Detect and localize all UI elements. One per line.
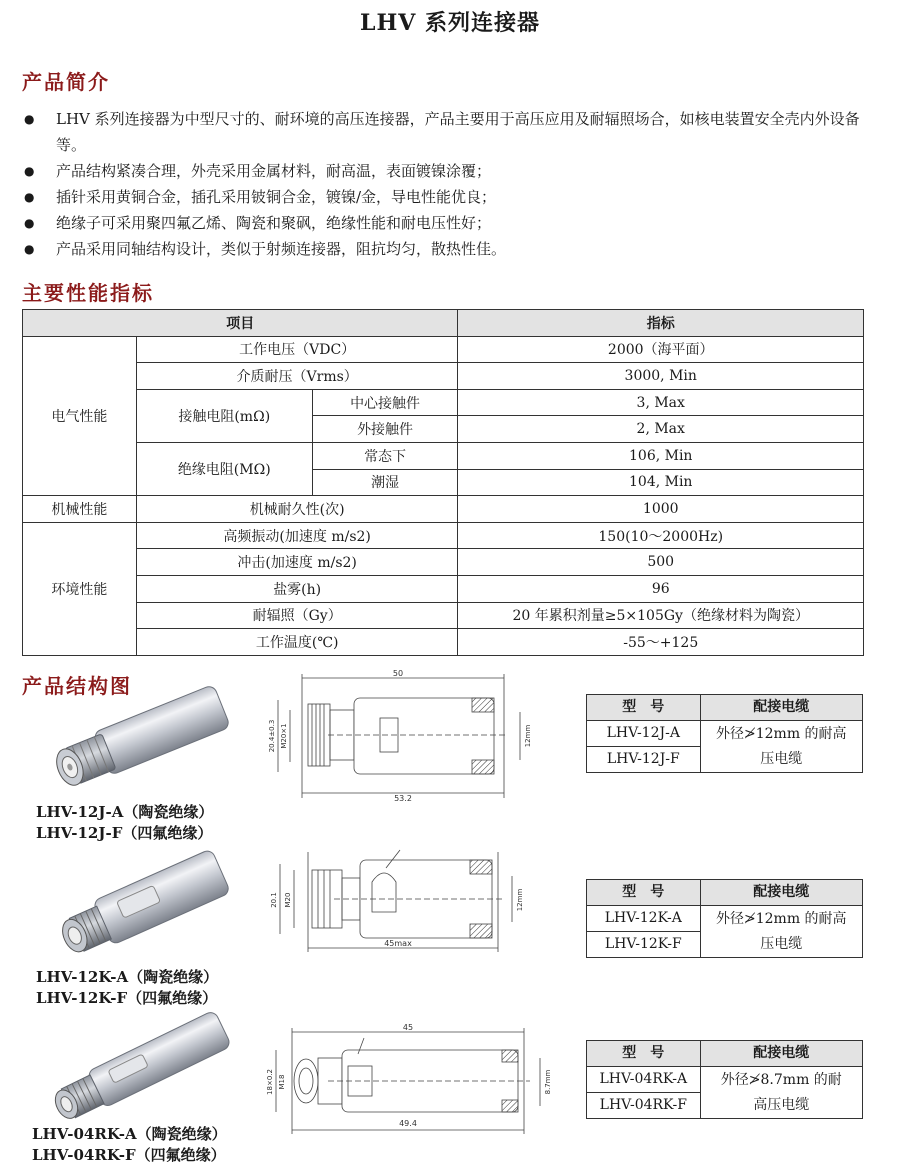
dim-label: 20.1	[270, 892, 278, 908]
cable-cell: 外径≯12mm 的耐高 压电缆	[700, 906, 862, 958]
intro-item: ● 产品结构紧凑合理，外壳采用金属材料，耐高温，表面镀镍涂覆；	[22, 158, 880, 184]
spec-value: 104, Min	[458, 469, 864, 496]
caption-line: LHV-04RK-A（陶瓷绝缘）	[32, 1125, 227, 1143]
spec-label: 耐辐照（Gy）	[136, 602, 458, 629]
dim-label: 12mm	[516, 888, 524, 912]
caption-line: LHV-12K-A（陶瓷绝缘）	[36, 968, 219, 986]
section-heading-performance: 主要性能指标	[22, 281, 154, 305]
drawing-12j	[268, 668, 560, 803]
spec-value: 3000, Min	[458, 363, 864, 390]
table-row	[587, 695, 863, 721]
spec-header-value: 指标	[458, 310, 864, 337]
dim-label: M20	[284, 892, 292, 908]
spec-sublabel: 常态下	[312, 442, 458, 469]
caption-line: LHV-12J-A（陶瓷绝缘）	[36, 803, 214, 821]
product-caption	[32, 1124, 227, 1166]
caption-line: LHV-04RK-F（四氟绝缘）	[32, 1146, 226, 1164]
intro-item: ● 插针采用黄铜合金，插孔采用铍铜合金，镀镍/金，导电性能优良；	[22, 184, 880, 210]
intro-list	[22, 106, 880, 262]
model-header: 型 号	[587, 1041, 701, 1067]
model-header: 型 号	[587, 880, 701, 906]
dim-label: 12mm	[524, 724, 532, 748]
connector-photo-12k	[30, 855, 240, 967]
spec-label: 盐雾(h)	[136, 575, 458, 602]
table-row	[23, 522, 864, 549]
model-header: 型 号	[587, 695, 701, 721]
spec-value: 96	[458, 575, 864, 602]
cable-cell: 外径≯12mm 的耐高 压电缆	[700, 721, 862, 773]
spec-header-item: 项目	[23, 310, 458, 337]
dim-label: 49.4	[399, 1119, 417, 1128]
table-row	[587, 880, 863, 906]
table-row	[587, 906, 863, 932]
spec-label: 高频振动(加速度 m/s2)	[136, 522, 458, 549]
model-table-12k	[586, 879, 863, 958]
spec-value: 3, Max	[458, 389, 864, 416]
dim-label: 8.7mm	[544, 1069, 552, 1095]
model-cell: LHV-12K-A	[587, 906, 701, 932]
connector-photo-12j	[30, 690, 240, 798]
spec-group-electrical: 电气性能	[23, 336, 137, 496]
table-row	[23, 629, 864, 656]
table-row	[23, 336, 864, 363]
drawing-12k	[268, 838, 560, 958]
page-title: LHV 系列连接器	[360, 10, 540, 36]
table-row	[587, 1067, 863, 1093]
model-cell: LHV-04RK-F	[587, 1093, 701, 1119]
spec-value: 20 年累积剂量≥5×105Gy（绝缘材料为陶瓷）	[458, 602, 864, 629]
spec-header-row	[23, 310, 864, 337]
spec-sublabel: 中心接触件	[312, 389, 458, 416]
dim-label: 45max	[384, 939, 412, 948]
section-heading-structure: 产品结构图	[22, 674, 132, 698]
dim-label: 45	[402, 1023, 414, 1032]
table-row	[23, 575, 864, 602]
table-row	[23, 602, 864, 629]
spec-label: 冲击(加速度 m/s2)	[136, 549, 458, 576]
spec-value: 500	[458, 549, 864, 576]
table-row	[587, 721, 863, 747]
dim-label: 18×0.2	[266, 1069, 274, 1095]
dim-label: M20×1	[280, 723, 288, 749]
spec-value: 106, Min	[458, 442, 864, 469]
product-caption	[36, 802, 213, 844]
table-row	[23, 389, 864, 416]
model-table-12j	[586, 694, 863, 773]
model-cell: LHV-12K-F	[587, 932, 701, 958]
spec-label: 绝缘电阻(MΩ)	[136, 442, 312, 495]
table-row	[23, 442, 864, 469]
connector-photo-04rk	[26, 1018, 240, 1130]
spec-label: 机械耐久性(次)	[136, 496, 458, 523]
intro-item: ● LHV 系列连接器为中型尺寸的、耐环境的高压连接器，产品主要用于高压应用及耐辐照场合，如核电装置安全壳内外设备等。	[22, 106, 880, 158]
model-cell: LHV-04RK-A	[587, 1067, 701, 1093]
spec-label: 接触电阻(mΩ)	[136, 389, 312, 442]
cable-header: 配接电缆	[700, 1041, 862, 1067]
model-cell: LHV-12J-A	[587, 721, 701, 747]
cable-header: 配接电缆	[700, 880, 862, 906]
dim-label: 20.4±0.3	[268, 719, 276, 753]
table-row	[23, 496, 864, 523]
spec-value: 1000	[458, 496, 864, 523]
spec-value: 2, Max	[458, 416, 864, 443]
spec-sublabel: 潮湿	[312, 469, 458, 496]
table-row	[23, 549, 864, 576]
cable-header: 配接电缆	[700, 695, 862, 721]
spec-label: 工作电压（VDC）	[136, 336, 458, 363]
model-table-04rk	[586, 1040, 863, 1119]
spec-value: -55～+125	[458, 629, 864, 656]
caption-line: LHV-12J-F（四氟绝缘）	[36, 824, 213, 842]
intro-item: ● 产品采用同轴结构设计，类似于射频连接器，阻抗均匀，散热性佳。	[22, 236, 880, 262]
spec-value: 150(10～2000Hz)	[458, 522, 864, 549]
dim-label: 50	[392, 669, 404, 678]
spec-group-environmental: 环境性能	[23, 522, 137, 655]
dim-label: 53.2	[394, 794, 412, 803]
section-heading-intro: 产品简介	[22, 70, 110, 94]
table-row	[23, 363, 864, 390]
drawing-04rk	[268, 1022, 560, 1140]
spec-label: 介质耐压（Vrms）	[136, 363, 458, 390]
caption-line: LHV-12K-F（四氟绝缘）	[36, 989, 218, 1007]
dim-label: M18	[278, 1074, 286, 1090]
spec-label: 工作温度(℃)	[136, 629, 458, 656]
spec-group-mechanical: 机械性能	[23, 496, 137, 523]
spec-table	[22, 309, 864, 656]
intro-item: ● 绝缘子可采用聚四氟乙烯、陶瓷和聚砜，绝缘性能和耐电压性好；	[22, 210, 880, 236]
spec-value: 2000（海平面）	[458, 336, 864, 363]
cable-cell: 外径≯8.7mm 的耐 高压电缆	[700, 1067, 862, 1119]
model-cell: LHV-12J-F	[587, 747, 701, 773]
spec-sublabel: 外接触件	[312, 416, 458, 443]
table-row	[587, 1041, 863, 1067]
product-caption	[36, 967, 218, 1009]
